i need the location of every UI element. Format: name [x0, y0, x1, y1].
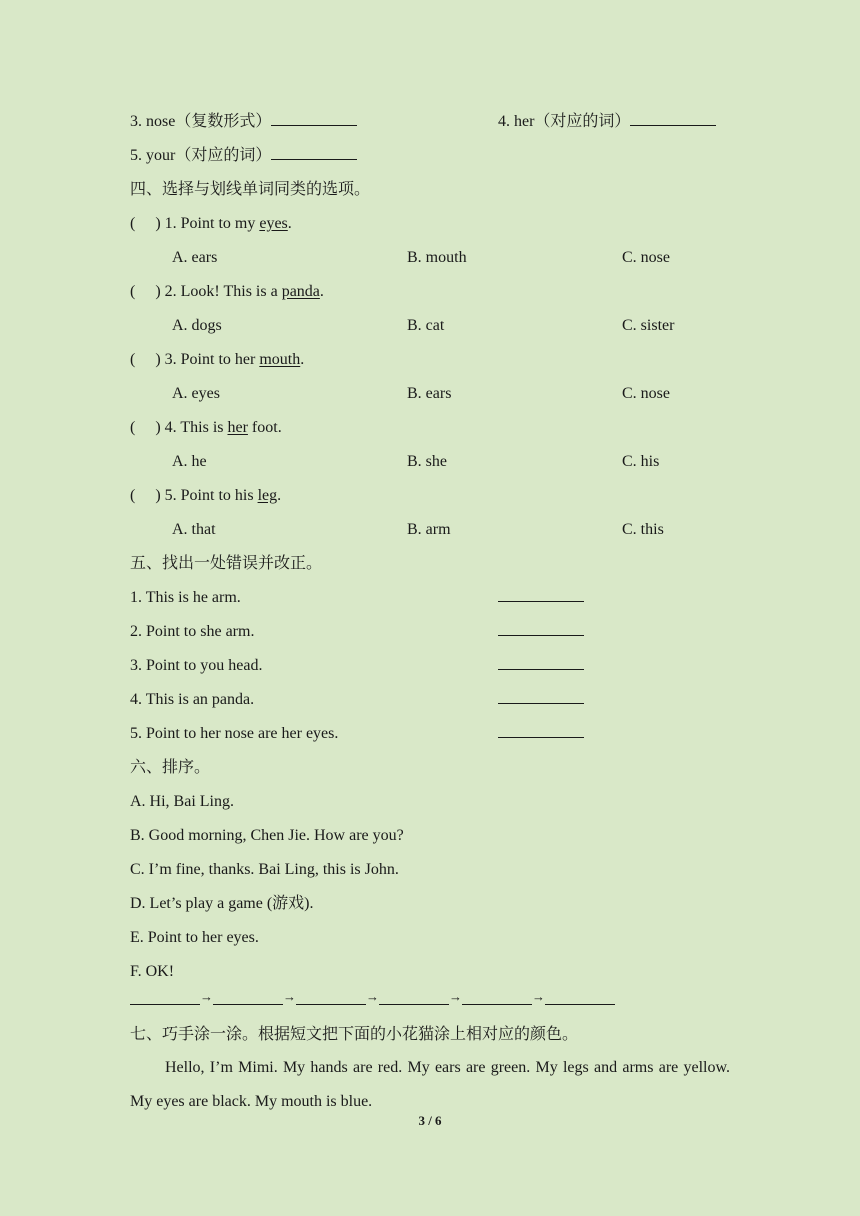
- question-4-3: ( ) 3. Point to her mouth.: [130, 351, 305, 368]
- section-7-heading: 七、巧手涂一涂。根据短文把下面的小花猫涂上相对应的颜色。: [130, 1026, 579, 1043]
- option-b[interactable]: B. mouth: [407, 249, 467, 266]
- answer-blank[interactable]: [130, 990, 200, 1005]
- option-c[interactable]: C. this: [622, 521, 664, 538]
- answer-blank[interactable]: [271, 111, 357, 126]
- page-number: 3 / 6: [418, 1113, 442, 1128]
- option-b[interactable]: B. she: [407, 453, 447, 470]
- answer-blank[interactable]: [498, 689, 584, 711]
- answer-blank[interactable]: [379, 990, 449, 1005]
- fill-item-5: 5. your（对应的词）: [130, 145, 357, 167]
- question-4-1: ( ) 1. Point to my eyes.: [130, 215, 292, 232]
- underlined-word: panda: [281, 283, 320, 300]
- section-4-heading: 四、选择与划线单词同类的选项。: [130, 181, 371, 198]
- underlined-word: mouth: [259, 351, 301, 368]
- error-item-1: 1. This is he arm.: [130, 589, 241, 606]
- order-item-e: E. Point to her eyes.: [130, 929, 259, 946]
- answer-blank[interactable]: [213, 990, 283, 1005]
- option-b[interactable]: B. ears: [407, 385, 452, 402]
- answer-blank[interactable]: [498, 655, 584, 677]
- answer-blank[interactable]: [545, 990, 615, 1005]
- error-item-3: 3. Point to you head.: [130, 657, 263, 674]
- order-item-f: F. OK!: [130, 963, 175, 980]
- arrow-icon: →: [532, 989, 545, 1004]
- answer-blank[interactable]: [630, 111, 716, 126]
- option-b[interactable]: B. arm: [407, 521, 451, 538]
- question-4-5: ( ) 5. Point to his leg.: [130, 487, 282, 504]
- order-item-a: A. Hi, Bai Ling.: [130, 793, 234, 810]
- arrow-icon: →: [200, 989, 213, 1004]
- option-c[interactable]: C. sister: [622, 317, 675, 334]
- question-4-2: ( ) 2. Look! This is a panda.: [130, 283, 324, 300]
- answer-blank[interactable]: [462, 990, 532, 1005]
- option-a[interactable]: A. dogs: [172, 317, 222, 334]
- question-4-4: ( ) 4. This is her foot.: [130, 419, 282, 436]
- answer-blank[interactable]: [498, 587, 584, 609]
- fill-item-3: 3. nose（复数形式）: [130, 111, 357, 133]
- order-item-b: B. Good morning, Chen Jie. How are you?: [130, 827, 404, 844]
- option-a[interactable]: A. that: [172, 521, 216, 538]
- order-answer-row: [130, 990, 615, 1012]
- arrow-icon: →: [449, 989, 462, 1004]
- option-c[interactable]: C. nose: [622, 385, 670, 402]
- answer-blank[interactable]: [296, 990, 366, 1005]
- underlined-word: eyes: [259, 215, 288, 232]
- option-a[interactable]: A. eyes: [172, 385, 220, 402]
- underlined-word: her: [227, 419, 248, 436]
- answer-blank[interactable]: [498, 621, 584, 643]
- arrow-icon: →: [283, 989, 296, 1004]
- order-item-d: D. Let’s play a game (游戏).: [130, 895, 314, 912]
- error-item-2: 2. Point to she arm.: [130, 623, 255, 640]
- reading-paragraph: Hello, I’m Mimi. My hands are red. My ears are green. My legs and arms are yellow. My eyes are black. My mouth is blue.: [130, 1059, 730, 1110]
- error-item-4: 4. This is an panda.: [130, 691, 255, 708]
- section-5-heading: 五、找出一处错误并改正。: [130, 555, 323, 572]
- answer-blank[interactable]: [498, 723, 584, 745]
- answer-blank[interactable]: [271, 145, 357, 160]
- fill-item-4: 4. her（对应的词）: [498, 111, 716, 133]
- order-item-c: C. I’m fine, thanks. Bai Ling, this is John.: [130, 861, 399, 878]
- option-a[interactable]: A. he: [172, 453, 207, 470]
- option-a[interactable]: A. ears: [172, 249, 218, 266]
- option-c[interactable]: C. nose: [622, 249, 670, 266]
- section-6-heading: 六、排序。: [130, 759, 211, 776]
- error-item-5: 5. Point to her nose are her eyes.: [130, 725, 339, 742]
- option-b[interactable]: B. cat: [407, 317, 445, 334]
- arrow-icon: →: [366, 989, 379, 1004]
- underlined-word: leg: [257, 487, 278, 504]
- option-c[interactable]: C. his: [622, 453, 660, 470]
